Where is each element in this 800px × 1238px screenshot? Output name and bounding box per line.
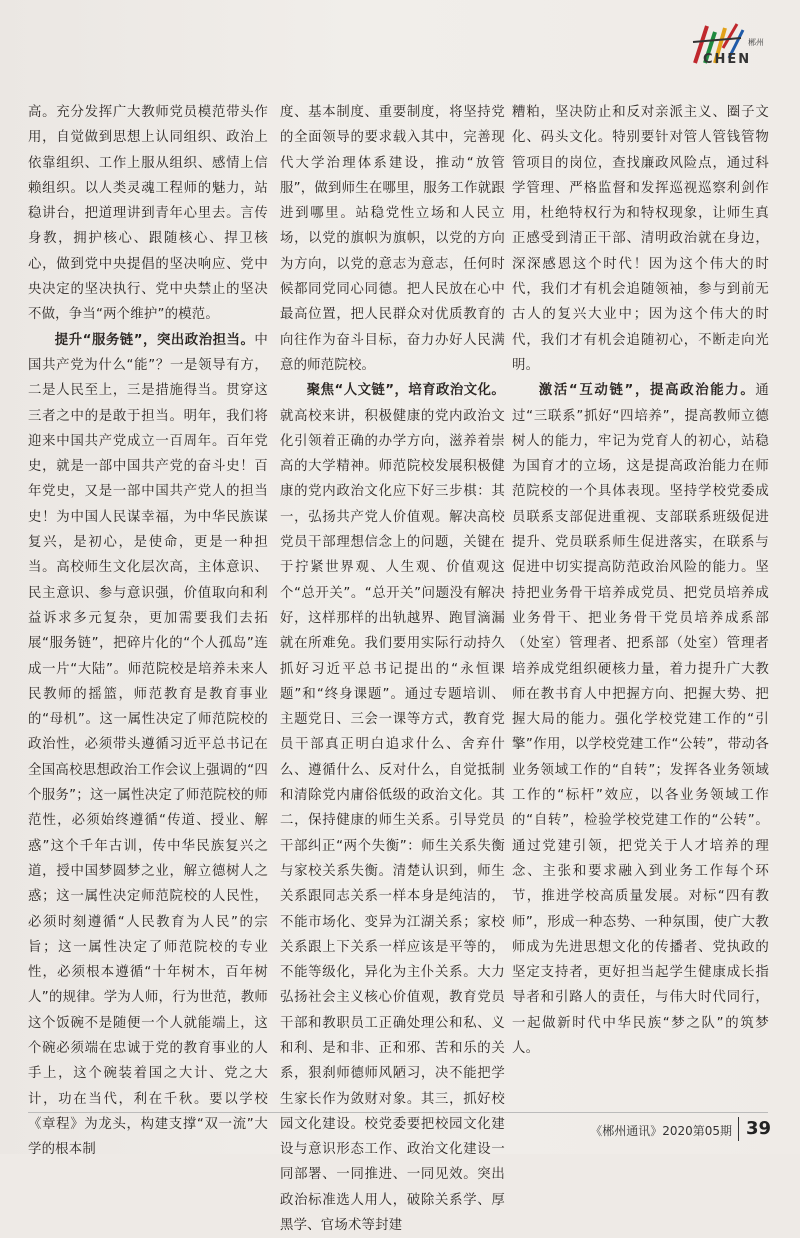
- page-footer: [0, 1112, 800, 1142]
- paragraph-body: 就高校来讲，积极健康的党内政治文化引领着正确的办学方向，滋养着崇高的大学精神。师范院校发展积极健康的党内政治文化应下好三步棋：其一，弘扬共产党人价值观。解决高校党员干部理想信念上的问题，关键在于拧紧世界观、人生观、价值观这个“总开关”。“总开关”问题没有解决好，这样那样的出轨越界、跑冒滴漏就在所难免。我们要用实际行动持久抓好习近平总书记提出的“永恒课题”和“终身课题”。通过专题培训、主题党日、三会一课等方式，教育党员干部真正明白追求什么、舍弃什么、遵循什么、反对什么，自觉抵制和清除党内庸俗低级的政治文化。其二，保持健康的师生关系。引导党员干部纠正“两个失衡”：师生关系失衡与家校关系失衡。清楚认识到，师生关系跟同志关系一样本身是纯洁的，不能市场化、变异为江湖关系；家校关系跟上下关系一样应该是平等的，不能等级化，异化为主仆关系。大力弘扬社会主义核心价值观，教育党员干部和教职员工正确处理公和私、义和利、是和非、正和邪、苦和乐的关系，狠刹师德师风陋习，决不能把学生家长作为敛财对象。其三，抓好校园文化建设。校党委要把校园文化建设与意识形态工作、政治文化建设一同部署、一同推进、一同见效。突出政治标准选人用人，破除关系学、厚黑学、官场术等封建: [280, 408, 505, 1234]
- chen-logo-icon: [685, 18, 785, 78]
- section-heading: 聚焦“人文链”，培育政治文化。: [306, 383, 505, 399]
- article-column-2: [280, 100, 505, 1238]
- paragraph: 度、基本制度、重要制度，将坚持党的全面领导的要求载入其中，完善现代大学治理体系建设，推动“放管服”，做到师生在哪里，服务工作就跟进到哪里。站稳党性立场和人民立场，以党的旗帜为旗帜，以党的方向为方向，以党的意志为意志，任何时候都同党同心同德。把人民放在心中最高位置，把人民群众对优质教育的向往作为奋斗目标，奋力办好人民满意的师范院校。: [280, 105, 505, 373]
- paragraph: [512, 378, 769, 1061]
- footer-separator: [738, 1117, 739, 1141]
- paragraph: 高。充分发挥广大教师党员模范带头作用，自觉做到思想上认同组织、政治上依靠组织、工作上服从组织、感情上信赖组织。以人类灵魂工程师的魅力，站稳讲台，把道理讲到青年心里去。言传身教，拥护核心、跟随核心、捍卫核心，做到党中央提倡的坚决响应、党中央决定的坚决执行、党中央禁止的坚决不做，争当“两个维护”的模范。: [28, 105, 268, 323]
- logo-text: CHEN: [703, 52, 752, 67]
- article-column-3: [512, 100, 769, 1061]
- footer-divider: [28, 1112, 768, 1113]
- paragraph: 糟粕，坚决防止和反对亲派主义、圈子文化、码头文化。特别要针对管人管钱管物管项目的岗位，查找廉政风险点，通过科学管理、严格监督和发挥巡视巡察利剑作用，杜绝特权行为和特权现象，让师生真正感受到清正干部、清明政治就在身边，深深感恩这个时代！因为这个伟大的时代，我们才有机会追随领袖，参与到前无古人的复兴大业中；因为这个伟大的时代，我们才有机会追随初心，不断走向光明。: [512, 105, 769, 373]
- paragraph-body: 通过“三联系”抓好“四培养”，提高教师立德树人的能力，牢记为党育人的初心，站稳为国育才的立场，这是提高政治能力在师范院校的一个具体表现。坚持学校党委成员联系支部促进重视、支部联系班级促进提升、党员联系师生促进落实，在联系与促进中切实提高防范政治风险的能力。坚持把业务骨干培养成党员、把党员培养成业务骨干、把业务骨干党员培养成系部（处室）管理者、把系部（处室）管理者培养成党组织硬核力量，着力提升广大教师在教书育人中把握方向、把握大势、把握大局的能力。强化学校党建工作的“引擎”作用，以学校党建工作“公转”，带动各业务领域工作的“自转”；发挥各业务领域工作的“标杆”效应，以各业务领域工作的“自转”，检验学校党建工作的“公转”。通过党建引领，把党关于人才培养的理念、主张和要求融入到业务工作每个环节，推进学校高质量发展。对标“四有教师”，形成一种态势、一种氛围，使广大教师成为先进思想文化的传播者、党执政的坚定支持者，更好担当起学生健康成长指导者和引路人的责任，与伟大时代同行，一起做新时代中华民族“梦之队”的筑梦人。: [512, 383, 769, 1056]
- page-number: 39: [746, 1118, 772, 1139]
- section-heading: 提升“服务链”，突出政治担当。: [54, 332, 255, 348]
- journal-issue: 《郴州通讯》2020第05期: [590, 1124, 732, 1138]
- logo-subtitle: 郴州: [748, 38, 764, 47]
- article-column-1: [28, 100, 268, 1162]
- paragraph-body: 中国共产党为什么“能”？一是领导有方，二是人民至上，三是措施得当。贯穿这三者之中的是敢于担当。明年，我们将迎来中国共产党成立一百周年。百年党史，就是一部中国共产党的奋斗史！百年党史，又是一部中国共产党人的担当史！为中国人民谋幸福，为中华民族谋复兴，是初心，是使命，更是一种担当。高校师生文化层次高，主体意识、民主意识、参与意识强，价值取向和利益诉求多元复杂，更加需要我们去拓展“服务链”，把碎片化的“个人孤岛”连成一片“大陆”。师范院校是培养未来人民教师的摇篮，师范教育是教育事业的“母机”。这一属性决定了师范院校的政治性，必须带头遵循习近平总书记在全国高校思想政治工作会议上强调的“四个服务”；这一属性决定了师范院校的师范性，必须始终遵循“传道、授业、解惑”这个千年古训，传中华民族复兴之道，授中国梦圆梦之业，解立德树人之惑；这一属性决定师范院校的人民性，必须时刻遵循“人民教育为人民”的宗旨；这一属性决定了师范院校的专业性，必须根本遵循“十年树木，百年树人”的规律。学为人师，行为世范，教师这个饭碗不是随便一个人就能端上，这个碗必须端在忠诚于党的教育事业的人手上，这个碗装着国之大计、党之大计，功在当代，利在千秋。要以学校《章程》为龙头，构建支撑“双一流”大学的根本制: [28, 332, 268, 1158]
- paragraph: [280, 378, 505, 1238]
- paragraph: [28, 328, 268, 1163]
- section-heading: 激活“互动链”，提高政治能力。: [538, 383, 756, 399]
